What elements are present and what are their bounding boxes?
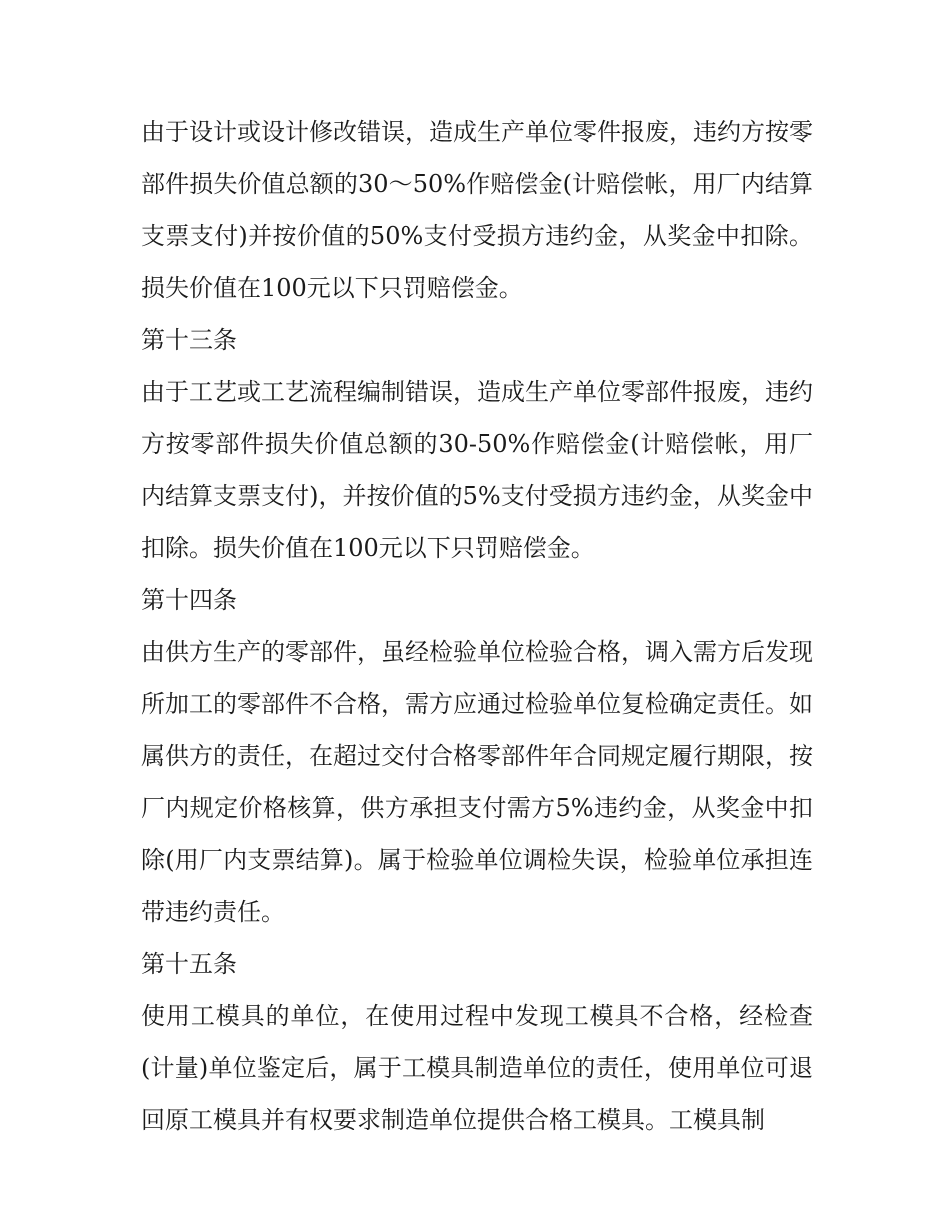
article-15-body: 使用工模具的单位，在使用过程中发现工模具不合格，经检查(计量)单位鉴定后，属于工模具制造单位的责任，使用单位可退回原工模具并有权要求制造单位提供合格工模具。工模具制 [141, 1002, 813, 1134]
article-14-body: 由供方生产的零部件，虽经检验单位检验合格，调入需方后发现所加工的零部件不合格，需方应通过检验单位复检确定责任。如属供方的责任，在超过交付合格零部件年合同规定履行期限，按厂内规定价格核算，供方承担支付需方5%违约金，从奖金中扣除(用厂内支票结算)。属于检验单位调检失误，检验单位承担连带违约责任。 [141, 638, 813, 926]
article-14-heading: 第十四条 [141, 586, 237, 614]
document-page [141, 106, 813, 1146]
article-15-heading: 第十五条 [141, 950, 237, 978]
article-13-body: 由于工艺或工艺流程编制错误，造成生产单位零部件报废，违约方按零部件损失价值总额的30-50%作赔偿金(计赔偿帐，用厂内结算支票支付)，并按价值的5%支付受损方违约金，从奖金中扣除。损失价值在100元以下只罚赔偿金。 [141, 378, 813, 562]
article-13-heading: 第十三条 [141, 326, 237, 354]
paragraph-design-error: 由于设计或设计修改错误，造成生产单位零件报废，违约方按零部件损失价值总额的30～50%作赔偿金(计赔偿帐，用厂内结算支票支付)并按价值的50%支付受损方违约金，从奖金中扣除。损失价值在100元以下只罚赔偿金。 [141, 118, 813, 302]
